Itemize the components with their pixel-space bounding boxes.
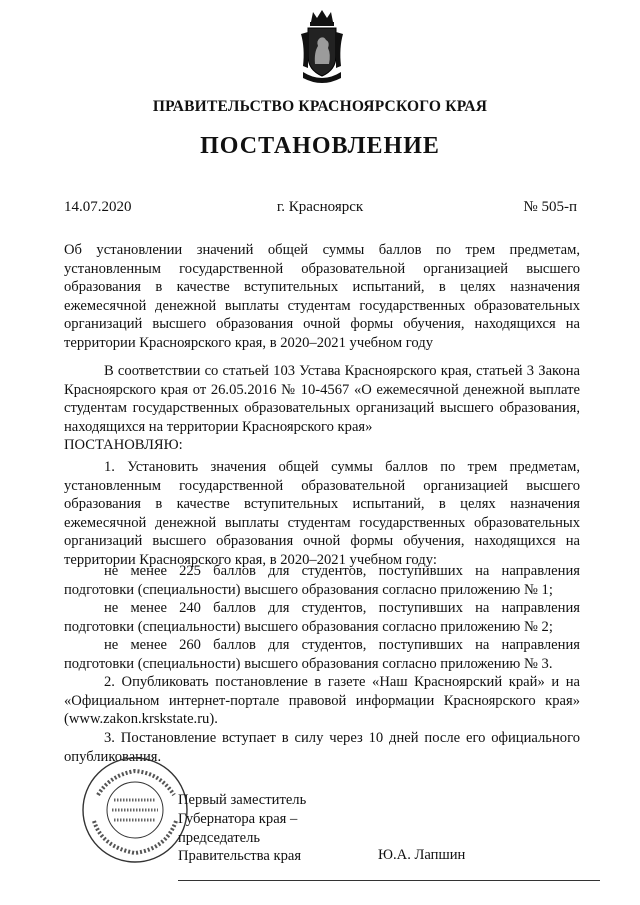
signatory-name: Ю.А. Лапшин [378,847,466,863]
subitem-1: не менее 225 баллов для студентов, поступивших на направления подготовки (специальности) высшего образования согласно приложению № 1; [64,563,580,598]
resolve-word: ПОСТАНОВЛЯЮ: [64,437,183,453]
signatory-line-2: Губернатора края – [178,810,298,827]
document-type: ПОСТАНОВЛЕНИЕ [200,133,440,159]
document-number: № 505-п [523,199,577,215]
official-stamp [80,755,190,865]
government-name: ПРАВИТЕЛЬСТВО КРАСНОЯРСКОГО КРАЯ [152,98,488,115]
preamble-paragraph: В соответствии со статьей 103 Устава Красноярского края, статьей 3 Закона Красноярского края от 26.05.2016 № 10-4567 «О ежемесячной денежной выплате студентам государственных образовательных организаций высшего образования, находящихся на территории Красноярского края» [64,363,580,435]
document-date: 14.07.2020 [64,199,132,215]
signatory-line-4: Правительства края [178,848,302,865]
item-1-paragraph: 1. Установить значения общей суммы баллов по трем предметам, установленным государственной образовательной организацией высшего образования в качестве вступительных испытаний, в целях назначения ежемесячной денежной выплаты студентам государственных образовательных организаций высшего образования очной формы обучения, находящихся на территории Красноярского края, в 2020–2021 учебном году: [64,459,580,568]
bottom-divider [178,880,600,881]
document-title: Об установлении значений общей суммы баллов по трем предметам, установленным государственной образовательной организацией высшего образования в качестве вступительных испытаний, в целях назначения ежемесячной денежной выплаты студентам государственных образовательных организаций высшего образования очной формы обучения, находящихся на территории Красноярского края, в 2020–2021 учебном году [64,242,580,351]
signatory-line-3: председатель [178,829,261,846]
subitem-2: не менее 240 баллов для студентов, поступивших на направления подготовки (специальности) высшего образования согласно приложению № 2; [64,600,580,635]
coat-of-arms-emblem [297,8,347,84]
document-city: г. Красноярск [276,199,364,215]
item-3-paragraph: 3. Постановление вступает в силу через 10 дней после его официального опубликования. [64,730,580,765]
coat-of-arms-icon [297,8,347,84]
item-2-paragraph: 2. Опубликовать постановление в газете «Наш Красноярский край» и на «Официальном интернет-портале правовой информации Красноярского края» (www.zakon.krskstate.ru). [64,674,580,728]
subitem-3: не менее 260 баллов для студентов, поступивших на направления подготовки (специальности) высшего образования согласно приложению № 3. [64,637,580,672]
signatory-line-1: Первый заместитель [178,792,307,808]
signatory-position [178,791,306,866]
